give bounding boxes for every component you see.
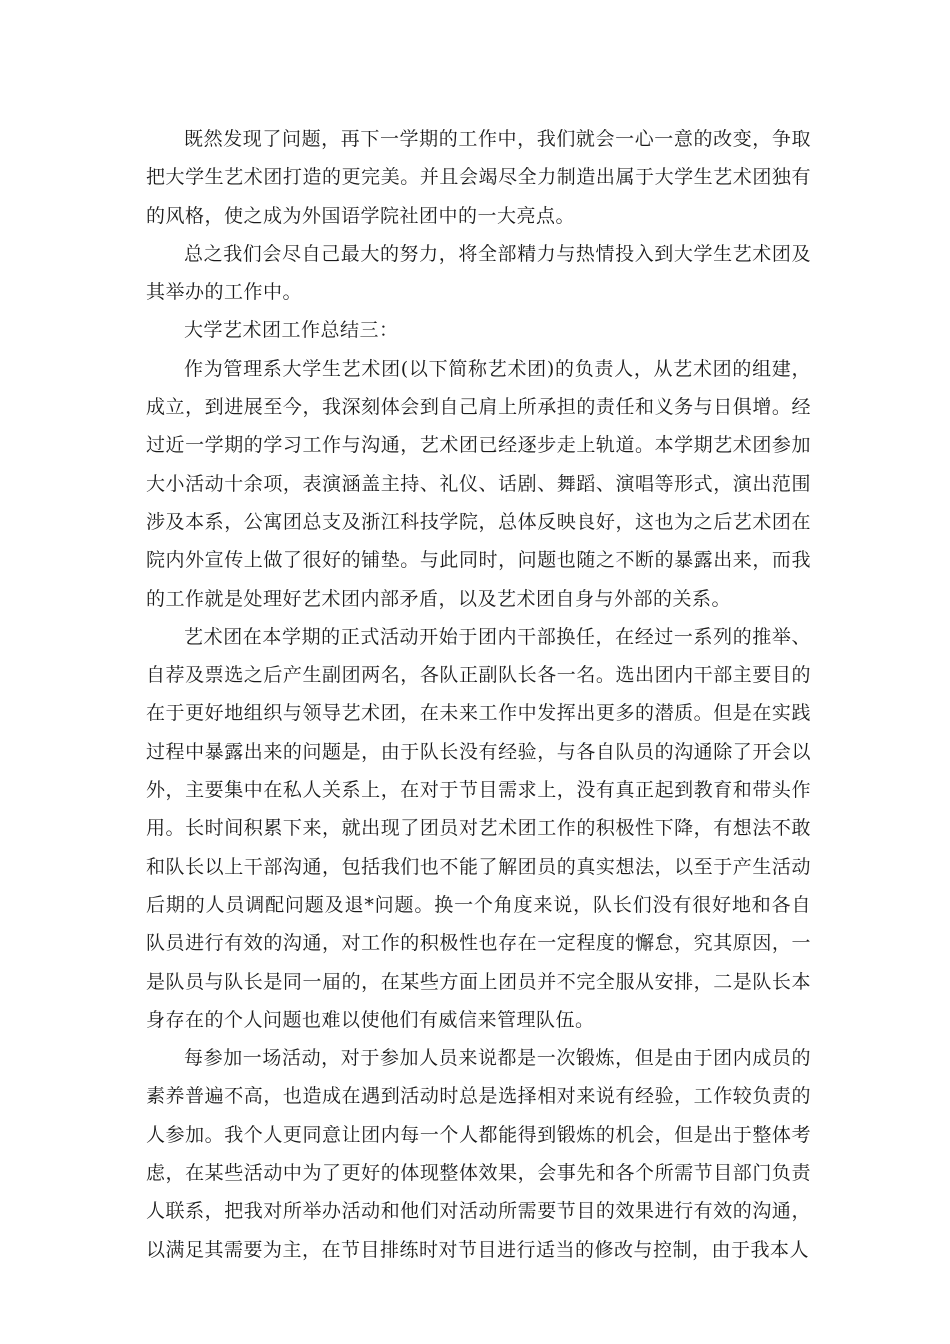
paragraph-2: 总之我们会尽自己最大的努力，将全部精力与热情投入到大学生艺术团及其举办的工作中。 bbox=[146, 242, 811, 304]
paragraph-4: 艺术团在本学期的正式活动开始于团内干部换任，在经过一系列的推举、自荐及票选之后产生副团两名，各队正副队长各一名。选出团内干部主要目的在于更好地组织与领导艺术团，在未来工作中发挥出更多的潜质。但是在实践过程中暴露出来的问题是，由于队长没有经验，与各自队员的沟通除了开会以外，主要集中在私人关系上，在对于节目需求上，没有真正起到教育和带头作用。长时间积累下来，就出现了团员对艺术团工作的积极性下降，有想法不敢和队长以上干部沟通，包括我们也不能了解团员的真实想法，以至于产生活动后期的人员调配问题及退*问题。换一个角度来说，队长们没有很好地和各自队员进行有效的沟通，对工作的积极性也存在一定程度的懈怠，究其原因，一是队员与队长是同一届的，在某些方面上团员并不完全服从安排，二是队长本身存在的个人问题也难以使他们有威信来管理队伍。 bbox=[146, 625, 811, 1031]
paragraph-5: 每参加一场活动，对于参加人员来说都是一次锻炼，但是由于团内成员的素养普遍不高，也造成在遇到活动时总是选择相对来说有经验，工作较负责的人参加。我个人更同意让团内每一个人都能得到锻炼的机会，但是出于整体考虑，在某些活动中为了更好的体现整体效果，会事先和各个所需节目部门负责人联系，把我对所举办活动和他们对活动所需要节目的效果进行有效的沟通，以满足其需要为主，在节目排练时对节目进行适当的修改与控制，由于我本人 bbox=[146, 1047, 811, 1261]
paragraph-1: 既然发现了问题，再下一学期的工作中，我们就会一心一意的改变，争取把大学生艺术团打造的更完美。并且会竭尽全力制造出属于大学生艺术团独有的风格，使之成为外国语学院社团中的一大亮点。 bbox=[146, 128, 811, 227]
section-heading: 大学艺术团工作总结三： bbox=[184, 319, 399, 342]
paragraph-3: 作为管理系大学生艺术团(以下简称艺术团)的负责人，从艺术团的组建，成立，到进展至今，我深刻体会到自己肩上所承担的责任和义务与日俱增。经过近一学期的学习工作与沟通，艺术团已经逐步走上轨道。本学期艺术团参加大小活动十余项，表演涵盖主持、礼仪、话剧、舞蹈、演唱等形式，演出范围涉及本系，公寓团总支及浙江科技学院，总体反映良好，这也为之后艺术团在院内外宣传上做了很好的铺垫。与此同时，问题也随之不断的暴露出来，而我的工作就是处理好艺术团内部矛盾，以及艺术团自身与外部的关系。 bbox=[146, 357, 811, 610]
document-body bbox=[146, 120, 811, 1269]
